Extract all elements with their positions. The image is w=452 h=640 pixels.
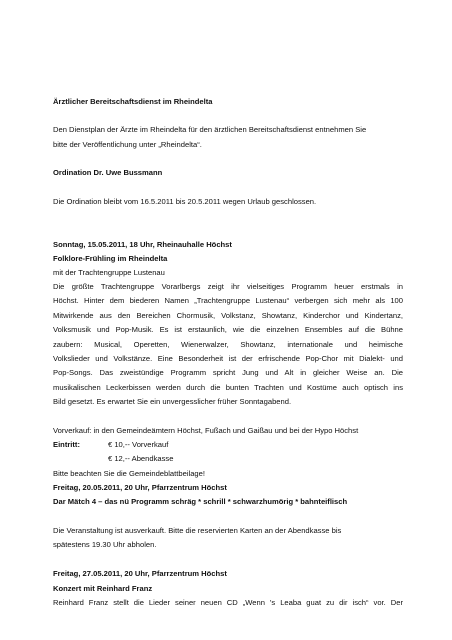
- paragraph-line: Reinhard Franz stellt die Lieder seiner neuen CD „Wenn 's Leaba guat zu dir isch“ vor. Der: [53, 598, 403, 607]
- event-subtitle-folklore: Folklore-Frühling im Rheindelta: [53, 254, 168, 263]
- paragraph-line: mit der Trachtengruppe Lustenau: [53, 268, 165, 277]
- event-heading-konzert: Freitag, 27.05.2011, 20 Uhr, Pfarrzentrum Höchst: [53, 569, 227, 578]
- section-heading-bereitschaftsdienst: Ärztlicher Bereitschaftsdienst im Rheindelta: [53, 97, 213, 106]
- event-subtitle-konzert: Konzert mit Reinhard Franz: [53, 584, 153, 593]
- paragraph-line: Pop-Songs. Das zweistündige Programm spricht Jung und Alt in gleicher Weise an. Die: [53, 368, 403, 377]
- paragraph-line: Die Ordination bleibt vom 16.5.2011 bis 20.5.2011 wegen Urlaub geschlossen.: [53, 197, 317, 206]
- paragraph-line: bitte der Veröffentlichung unter „Rheindelta“.: [53, 140, 202, 149]
- entry-label: Eintritt:: [53, 440, 80, 449]
- paragraph-line: spätestens 19.30 Uhr abholen.: [53, 540, 157, 549]
- price-presale: € 10,-- Vorverkauf: [108, 440, 169, 449]
- section-heading-ordination: Ordination Dr. Uwe Bussmann: [53, 168, 163, 177]
- event-heading-maetch: Freitag, 20.05.2011, 20 Uhr, Pfarrzentrum Höchst: [53, 483, 227, 492]
- price-boxoffice: € 12,-- Abendkasse: [108, 454, 174, 463]
- paragraph-line: Bild gesetzt. Es erwartet Sie ein unvergesslicher früher Sonntagabend.: [53, 397, 292, 406]
- paragraph-line: Volksmusik und Pop-Musik. Es ist erstaunlich, wie die einzelnen Ensembles auf die Bühne: [53, 325, 403, 334]
- event-heading-folklore: Sonntag, 15.05.2011, 18 Uhr, Rheinauhalle Höchst: [53, 240, 232, 249]
- paragraph-line: Den Dienstplan der Ärzte im Rheindelta für den ärztlichen Bereitschaftsdienst entnehmen Sie: [53, 125, 367, 134]
- paragraph-line: Volkslieder und Volkstänze. Eine Besonderheit ist der erfrischende Pop-Chor mit Dialekt- und: [53, 354, 403, 363]
- event-subtitle-maetch: Dar Mätch 4 – das nü Programm schräg * schrill * schwarzhumörig * bahnteiflisch: [53, 497, 348, 506]
- paragraph-line: Die größte Trachtengruppe Vorarlbergs zeigt ihr vielseitiges Programm heuer erstmals in: [53, 282, 403, 291]
- presale-info: Vorverkauf: in den Gemeindeämtern Höchst, Fußach und Gaißau und bei der Hypo Höchst: [53, 426, 359, 435]
- supplement-note: Bitte beachten Sie die Gemeindeblattbeilage!: [53, 469, 205, 478]
- paragraph-line: zaubern: Musical, Operetten, Wienerwalzer, Showtanz, internationale und heimische: [53, 340, 403, 349]
- paragraph-line: Die Veranstaltung ist ausverkauft. Bitte die reservierten Karten an der Abendkasse bis: [53, 526, 342, 535]
- paragraph-line: Mitwirkende aus den Bereichen Chormusik, Volkstanz, Showtanz, Kinderchor und Kindertanz,: [53, 311, 403, 320]
- paragraph-line: Höchst. Hinter dem biederen Namen „Trachtengruppe Lustenau“ verbergen sich mehr als 100: [53, 296, 403, 305]
- paragraph-line: musikalischen Leckerbissen werden durch die bunten Trachten und Kostüme auch optisch ins: [53, 383, 403, 392]
